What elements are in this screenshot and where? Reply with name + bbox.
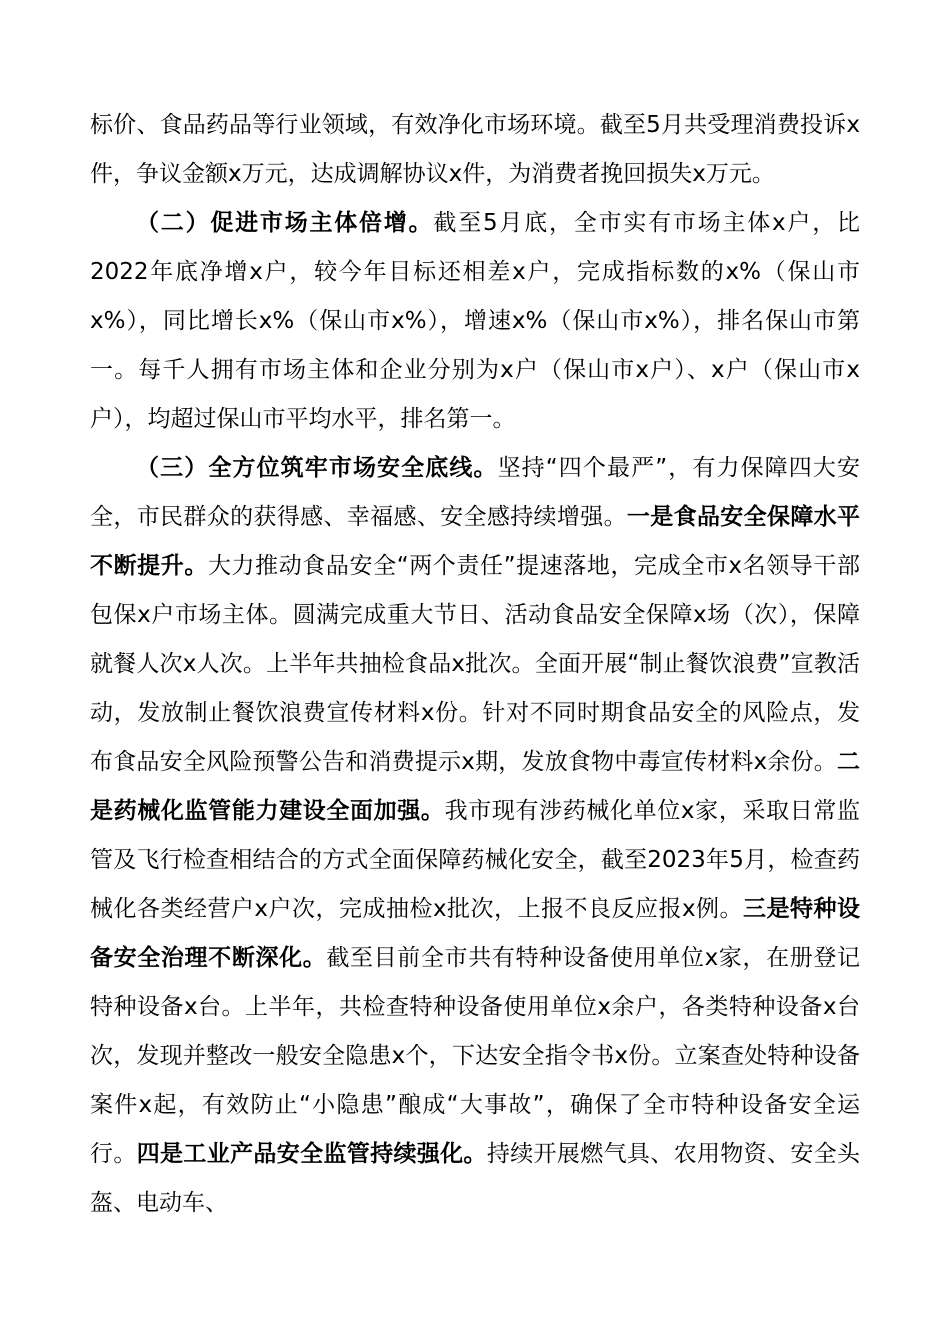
subheading-special-equipment: 三是特种设备安全治理不断深化。 (90, 896, 861, 971)
section-heading-2: （二）促进市场主体倍增。 (136, 210, 434, 236)
paragraph-consumer-complaints (90, 101, 860, 199)
paragraph-text: 持续开展燃气具、农用物资、安全头盔、电动车、 (90, 1141, 860, 1216)
paragraph-text: 我市现有涉药械化单位x家，采取日常监管及飞行检查相结合的方式全面保障药械化安全，截至2023年5月，检查药械化各类经营户x户次，完成抽检x批次，上报不良反应报x例。 (90, 798, 860, 922)
paragraph-market-safety (90, 444, 860, 1228)
section-heading-3: （三）全方位筑牢市场安全底线。 (136, 455, 498, 481)
paragraph-market-entities (90, 199, 860, 444)
paragraph-text: 截至目前全市共有特种设备使用单位x家，在册登记特种设备x台。上半年，共检查特种设备使用单位x余户，各类特种设备x台次，发现并整改一般安全隐患x个，下达安全指令书x份。立案查处特种设备案件x起，有效防止“小隐患”酿成“大事故”，确保了全市特种设备安全运行。 (90, 945, 860, 1167)
paragraph-text: 大力推动食品安全“两个责任”提速落地，完成全市x名领导干部包保x户市场主体。圆满完成重大节日、活动食品安全保障x场（次），保障就餐人次x人次。上半年共抽检食品x批次。全面开展“制止餐饮浪费”宣教活动，发放制止餐饮浪费宣传材料x份。针对不同时期食品安全的风险点，发布食品安全风险预警公告和消费提示x期，发放食物中毒宣传材料x余份。 (90, 553, 860, 775)
paragraph-text: 坚持“四个最严”，有力保障四大安全，市民群众的获得感、幸福感、安全感持续增强。 (90, 455, 860, 530)
subheading-industrial-products: 四是工业产品安全监管持续强化。 (136, 1141, 487, 1167)
subheading-drug-device: 二是药械化监管能力建设全面加强。 (90, 749, 860, 824)
paragraph-text: 标价、食品药品等行业领域，有效净化市场环境。截至5月共受理消费投诉x件，争议金额x万元，达成调解协议x件，为消费者挽回损失x万元。 (90, 112, 860, 187)
document-body (90, 101, 860, 1228)
subheading-food-safety: 一是食品安全保障水平不断提升。 (90, 504, 860, 579)
paragraph-text: 截至5月底，全市实有市场主体x户，比2022年底净增x户，较今年目标还相差x户，完成指标数的x%（保山市x%），同比增长x%（保山市x%），增速x%（保山市x%），排名保山市第一。每千人拥有市场主体和企业分别为x户（保山市x户）、x户（保山市x户），均超过保山市平均水平，排名第一。 (90, 210, 861, 432)
